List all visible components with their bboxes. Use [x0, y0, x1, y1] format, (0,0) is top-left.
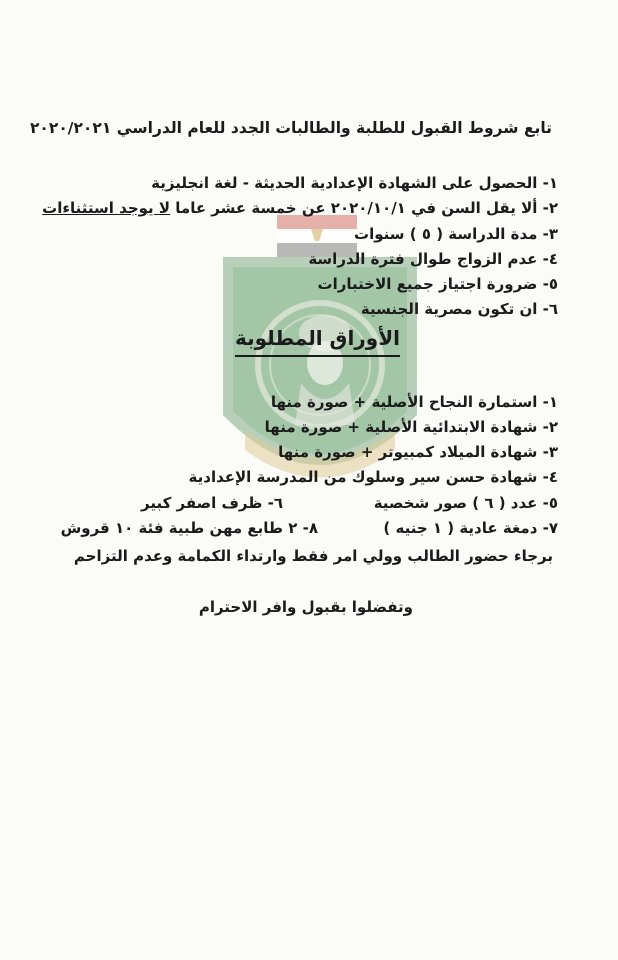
- paper-8: ٨- ٢ طابع مهن طبية فئة ١٠ قروش: [60, 519, 318, 537]
- condition-2: [42, 198, 558, 218]
- paper-5: ٥- عدد ( ٦ ) صور شخصية: [373, 494, 558, 512]
- condition-1: ١- الحصول على الشهادة الإعدادية الحديثة - لغة انجليزية: [151, 174, 558, 192]
- condition-5: ٥- ضرورة اجتياز جميع الاختبارات: [317, 275, 558, 293]
- paper-6: ٦- ظرف اصفر كبير: [141, 494, 283, 512]
- condition-3: ٣- مدة الدراسة ( ٥ ) سنوات: [354, 225, 558, 243]
- closing-text: وتفضلوا بقبول وافر الاحترام: [198, 598, 413, 616]
- page-title: تابع شروط القبول للطلبة والطالبات الجدد للعام الدراسي ٢٠٢٠/٢٠٢١: [29, 119, 552, 137]
- condition-2-text: ٢- ألا يقل السن في ٢٠٢٠/١٠/١ عن خمسة عشر عاما: [170, 199, 558, 217]
- attendance-note: برجاء حضور الطالب وولي امر فقط وارتداء الكمامة وعدم التزاحم: [73, 547, 553, 565]
- paper-3: ٣- شهادة الميلاد كمبيوتر + صورة منها: [278, 443, 558, 461]
- condition-6: ٦- ان تكون مصرية الجنسية: [360, 300, 558, 318]
- paper-1: ١- استمارة النجاح الأصلية + صورة منها: [270, 393, 558, 411]
- paper-7: ٧- دمغة عادية ( ١ جنيه ): [383, 519, 558, 537]
- paper-2: ٢- شهادة الابتدائية الأصلية + صورة منها: [264, 418, 558, 436]
- required-papers-title: الأوراق المطلوبة: [235, 326, 400, 357]
- condition-2-exception: لا يوجد استثناءات: [42, 199, 171, 217]
- condition-4: ٤- عدم الزواج طوال فترة الدراسة: [308, 250, 558, 268]
- paper-4: ٤- شهادة حسن سير وسلوك من المدرسة الإعدادية: [188, 468, 558, 486]
